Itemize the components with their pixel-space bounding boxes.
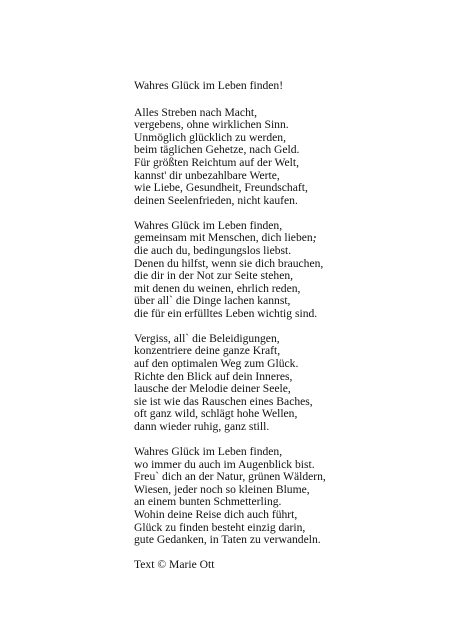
poem-line: Richte den Blick auf dein Inneres, bbox=[134, 369, 293, 383]
poem-title: Wahres Glück im Leben finden! bbox=[134, 79, 284, 92]
poem-line: Unmöglich glücklich zu werden, bbox=[134, 130, 286, 144]
poem-line: oft ganz wild, schlägt hohe Wellen, bbox=[134, 407, 298, 421]
poem-line: Wahres Glück im Leben finden, bbox=[134, 445, 283, 459]
author-credit: Text © Marie Ott bbox=[134, 558, 215, 572]
poem-line: beim täglichen Gehetze, nach Geld. bbox=[134, 143, 300, 157]
stanza-3 bbox=[134, 333, 434, 434]
poem-line: wie Liebe, Gesundheit, Freundschaft, bbox=[134, 181, 308, 195]
poem-body bbox=[134, 80, 434, 572]
poem-line: Wahres Glück im Leben finden, bbox=[134, 218, 283, 232]
poem-line: über all` die Dinge lachen kannst, bbox=[134, 294, 291, 308]
poem-line: lausche der Melodie deiner Seele, bbox=[134, 382, 291, 396]
poem-line: Glück zu finden besteht einzig darin, bbox=[134, 520, 306, 534]
poem-line: gemeinsam mit Menschen, dich lieben, bbox=[134, 231, 316, 245]
poem-line: deinen Seelenfrieden, nicht kaufen. bbox=[134, 193, 298, 207]
poem-line: die auch du, bedingungslos liebst. bbox=[134, 243, 292, 257]
poem-line: gute Gedanken, in Taten zu verwandeln. bbox=[134, 533, 321, 547]
stanza-4 bbox=[134, 446, 434, 547]
poem-line: an einem bunten Schmetterling. bbox=[134, 495, 282, 509]
poem-line: vergebens, ohne wirklichen Sinn. bbox=[134, 118, 289, 132]
poem-line: dann wieder ruhig, ganz still. bbox=[134, 420, 270, 434]
stanza-2 bbox=[134, 220, 434, 321]
poem-line: Wiesen, jeder noch so kleinen Blume, bbox=[134, 482, 310, 496]
poem-line: Alles Streben nach Macht, bbox=[134, 105, 257, 119]
poem-line: Vergiss, all` die Beleidigungen, bbox=[134, 331, 280, 345]
poem-line: sie ist wie das Rauschen eines Baches, bbox=[134, 394, 313, 408]
poem-line: auf den optimalen Weg zum Glück. bbox=[134, 357, 299, 371]
poem-line: kannst' dir unbezahlbare Werte, bbox=[134, 168, 280, 182]
poem-line: konzentriere deine ganze Kraft, bbox=[134, 344, 281, 358]
poem-line: Freu` dich an der Natur, grünen Wäldern, bbox=[134, 470, 326, 484]
stanza-1 bbox=[134, 107, 434, 208]
poem-line: wo immer du auch im Augenblick bist. bbox=[134, 457, 315, 471]
poem-line: die dir in der Not zur Seite stehen, bbox=[134, 269, 294, 283]
poem-line: die für ein erfülltes Leben wichtig sind. bbox=[134, 306, 318, 320]
poem-line: mit denen du weinen, ehrlich reden, bbox=[134, 281, 301, 295]
poem-line: Denen du hilfst, wenn sie dich brauchen, bbox=[134, 256, 324, 270]
poem-line: Für größten Reichtum auf der Welt, bbox=[134, 155, 299, 169]
poem-line: Wohin deine Reise dich auch führt, bbox=[134, 507, 298, 521]
